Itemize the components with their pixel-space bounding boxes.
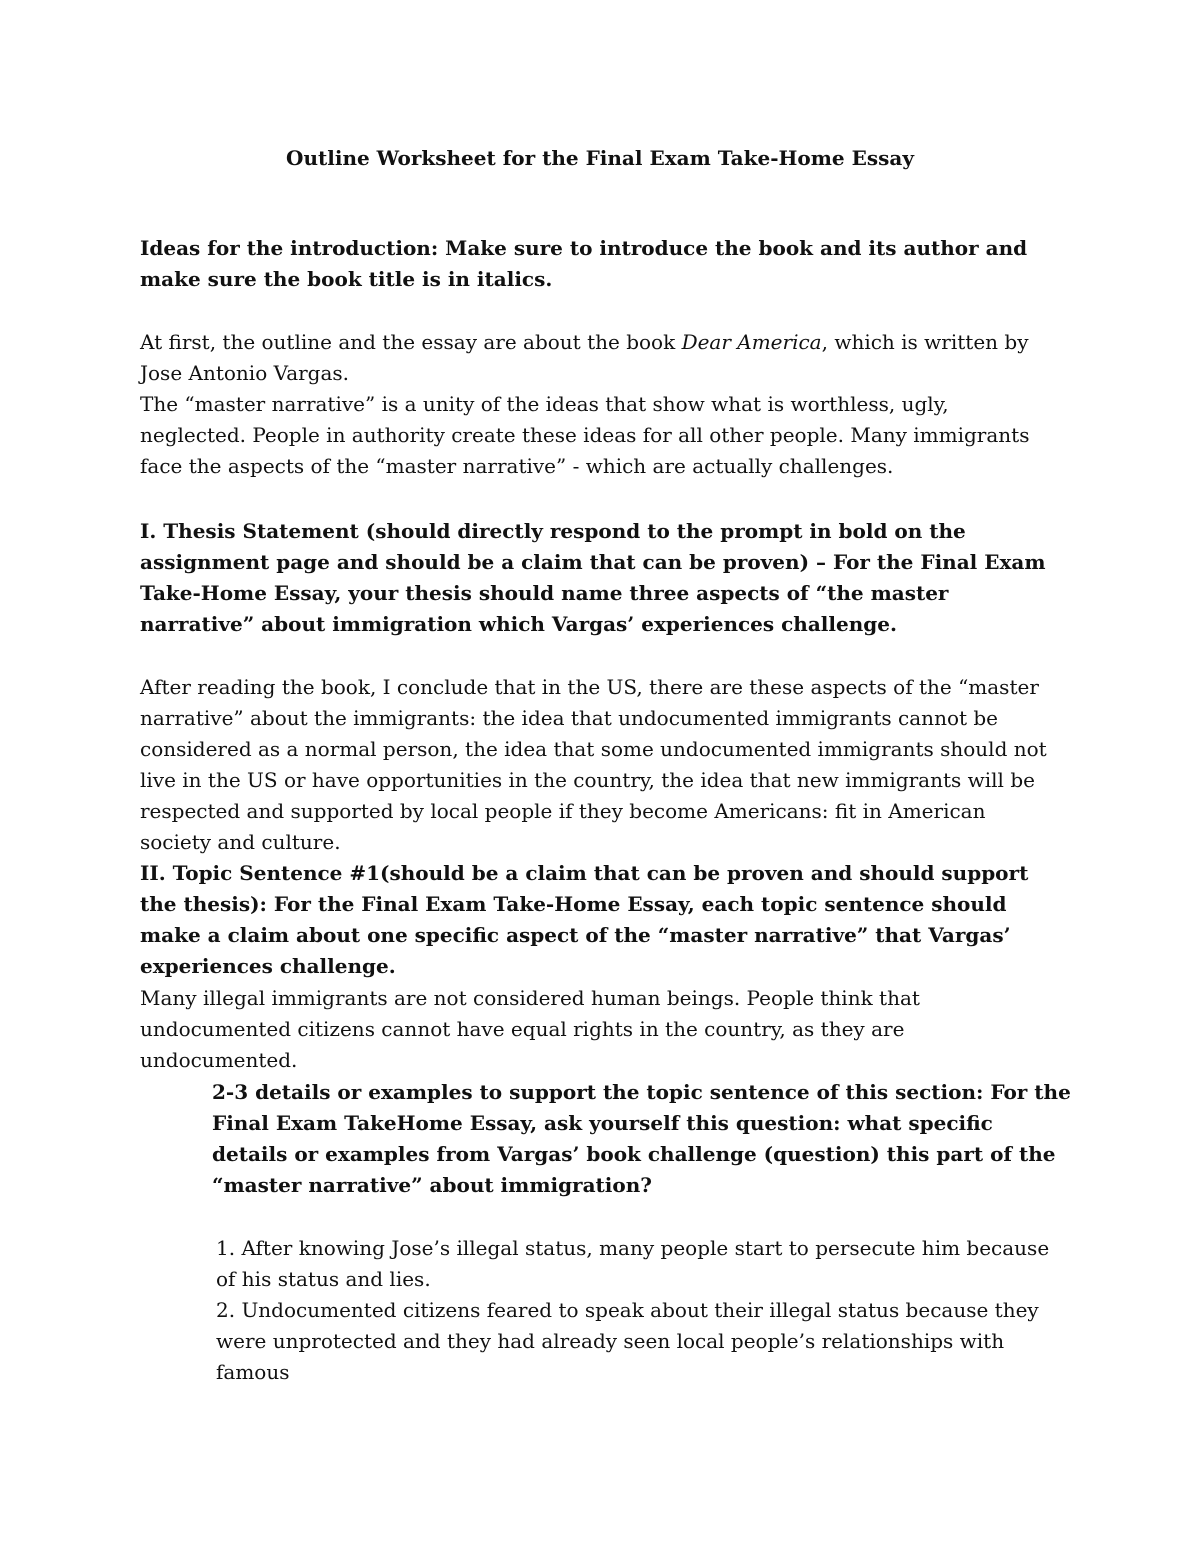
list-item: 2. Undocumented citizens feared to speak about their illegal status because they were unprotected and they had already seen local people’s relationships with famous [216, 1298, 1039, 1384]
intro-text [140, 327, 1060, 482]
thesis-prompt: I. Thesis Statement (should directly respond to the prompt in bold on the assignment page and should be a claim that can be proven) – For the Final Exam Take-Home Essay, your thesis should name three aspects of “the master narrative” about immigration which Vargas’ experiences challenge. [140, 519, 1046, 636]
intro-prompt: Ideas for the introduction: Make sure to introduce the book and its author and make sure the book title is in italics. [140, 236, 1028, 291]
thesis-text: After reading the book, I conclude that in the US, there are these aspects of the “master narrative” about the immigrants: the idea that undocumented immigrants cannot be considered as a normal person, the idea that some undocumented immigrants should not live in the US or have opportunities in the country, the idea that new immigrants will be respected and supported by local people if they become Americans: fit in American society and culture. [140, 675, 1047, 854]
intro-line-1: At first, the outline and the essay are about the book Dear America, which is written by Jose Antonio Vargas. [140, 330, 1029, 385]
page-title: Outline Worksheet for the Final Exam Take-Home Essay [286, 146, 914, 170]
details-prompt: 2-3 details or examples to support the topic sentence of this section: For the Final Exam TakeHome Essay, ask yourself this question: what specific details or examples from Vargas’ book challenge (question) this part of the “master narrative” about immigration? [212, 1080, 1071, 1197]
topic1-prompt: II. Topic Sentence #1(should be a claim that can be proven and should support the thesis): For the Final Exam Take-Home Essay, each topic sentence should make a claim about one specific aspect of the “master narrative” that Vargas’ experiences challenge. [140, 861, 1029, 978]
details-list [212, 1233, 1072, 1388]
topic1-text: Many illegal immigrants are not considered human beings. People think that undocumented citizens cannot have equal rights in the country, as they are undocumented. [140, 986, 920, 1072]
book-title: Dear America [681, 330, 822, 354]
intro-line-2: The “master narrative” is a unity of the ideas that show what is worthless, ugly, neglected. People in authority create these ideas for all other people. Many immigrants face the aspects of the “master narrative” - which are actually challenges. [140, 392, 1030, 478]
list-item: 1. After knowing Jose’s illegal status, many people start to persecute him because of his status and lies. [216, 1236, 1050, 1291]
